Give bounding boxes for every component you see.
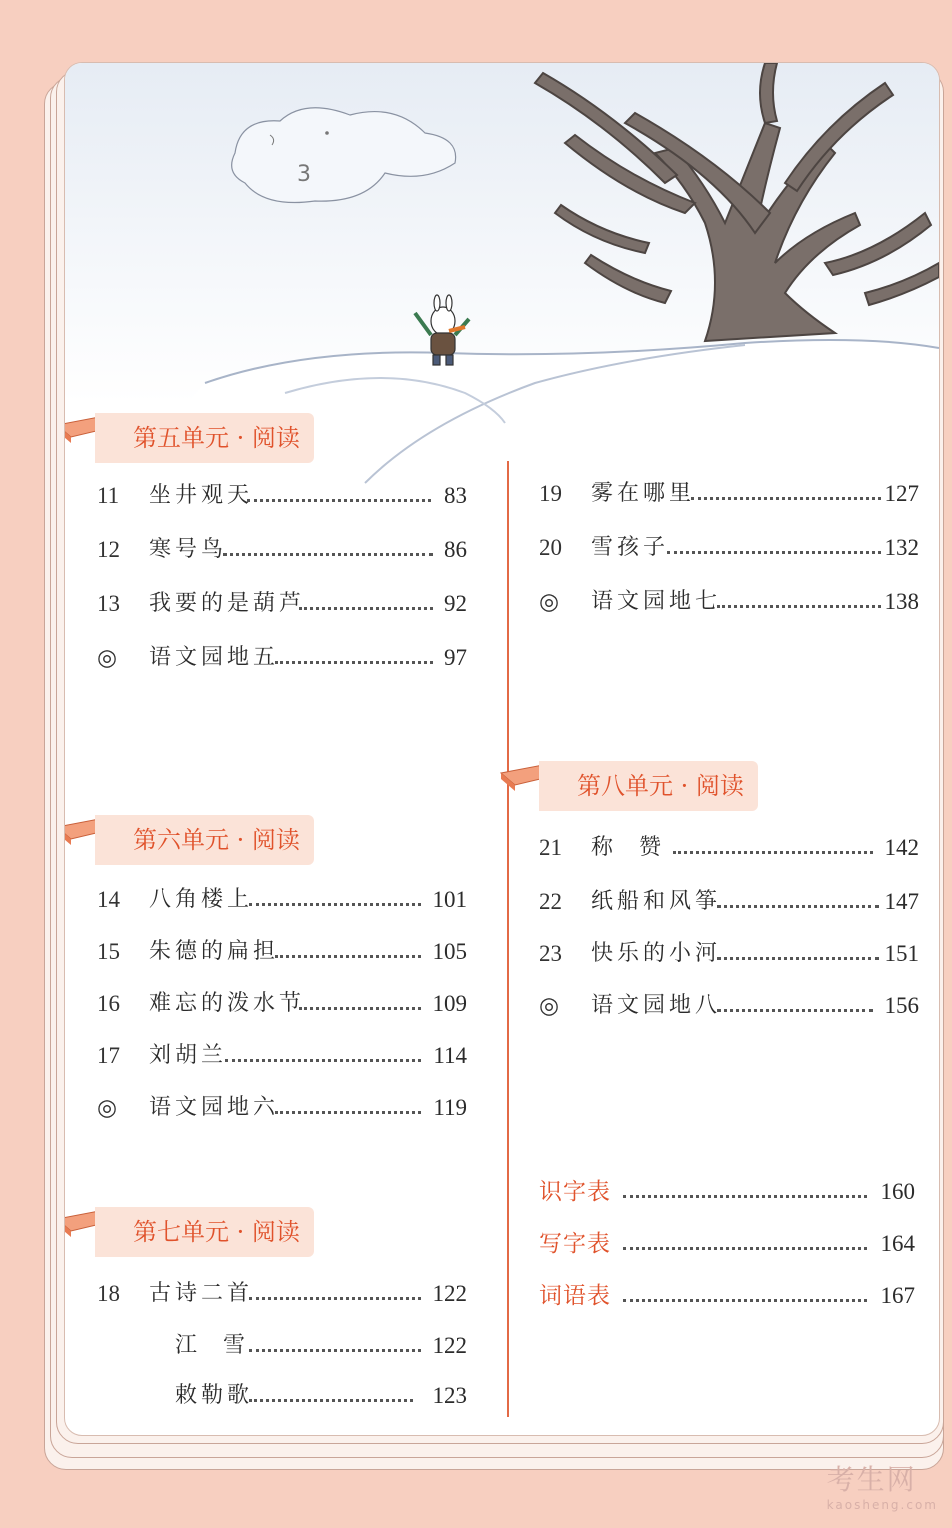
lesson-title: 朱德的扁担: [149, 939, 280, 964]
toc-row[interactable]: [97, 935, 467, 969]
lesson-title: 语文园地五: [149, 645, 280, 670]
garden-icon: ◎: [97, 645, 118, 670]
toc-row[interactable]: [97, 1091, 467, 1125]
garden-icon: ◎: [539, 589, 560, 614]
unit-header-label: 第六单元 · 阅读: [95, 815, 314, 865]
lesson-title: 刘胡兰: [149, 1043, 228, 1068]
book-page: [64, 62, 940, 1436]
leader-dots: [275, 1087, 421, 1114]
page-number: 132: [884, 535, 919, 560]
lesson-number: 23: [539, 941, 562, 966]
watermark-url: kaosheng.com: [826, 1498, 938, 1512]
leader-dots: [717, 985, 873, 1012]
page-number: 122: [432, 1281, 467, 1306]
lesson-title: 快乐的小河: [591, 941, 722, 966]
page-number: 119: [433, 1095, 467, 1120]
leader-dots: [691, 473, 881, 500]
column-divider: [507, 461, 509, 1417]
lesson-title: 八角楼上: [149, 887, 254, 912]
toc-row[interactable]: [97, 533, 467, 567]
svg-text:3: 3: [297, 162, 311, 187]
toc-row[interactable]: [97, 883, 467, 917]
page-number: 147: [884, 889, 919, 914]
lesson-number: 21: [539, 835, 562, 860]
leader-dots: [623, 1171, 867, 1198]
leader-dots: [717, 881, 879, 908]
toc-row[interactable]: [539, 831, 919, 865]
page-number: 156: [884, 993, 919, 1018]
leader-dots: [223, 529, 433, 556]
toc-row[interactable]: [97, 479, 467, 513]
unit-header-label: 第五单元 · 阅读: [95, 413, 314, 463]
toc-row[interactable]: [539, 937, 919, 971]
toc-row[interactable]: [97, 1329, 467, 1363]
leader-dots: [623, 1275, 867, 1302]
index-row[interactable]: [539, 1279, 915, 1313]
leader-dots: [667, 527, 881, 554]
toc-row[interactable]: [97, 987, 467, 1021]
toc-row[interactable]: [539, 531, 919, 565]
lesson-title: 语文园地八: [591, 993, 722, 1018]
leader-dots: [275, 931, 421, 958]
toc-row[interactable]: [539, 585, 919, 619]
toc-row[interactable]: [539, 989, 919, 1023]
lesson-number: 18: [97, 1281, 120, 1306]
garden-icon: ◎: [539, 993, 560, 1018]
lesson-title: 寒号鸟: [149, 537, 228, 562]
index-title: 识字表: [539, 1179, 611, 1205]
lesson-title: 语文园地六: [149, 1095, 280, 1120]
toc-row[interactable]: [539, 477, 919, 511]
page-number: 101: [432, 887, 467, 912]
watermark-text: 考生网: [826, 1463, 917, 1496]
lesson-title: 我要的是葫芦: [149, 591, 306, 616]
index-title: 写字表: [539, 1231, 611, 1257]
index-row[interactable]: [539, 1175, 915, 1209]
index-row[interactable]: [539, 1227, 915, 1261]
garden-icon: ◎: [97, 1095, 118, 1120]
page-number: 105: [432, 939, 467, 964]
lesson-number: 11: [97, 483, 120, 508]
page-number: 109: [432, 991, 467, 1016]
lesson-number: 12: [97, 537, 120, 562]
poem-title: 江 雪: [175, 1333, 249, 1358]
lesson-number: 22: [539, 889, 562, 914]
lesson-title: 雪孩子: [591, 535, 670, 560]
toc-row[interactable]: [97, 1039, 467, 1073]
page-number: 167: [880, 1283, 915, 1308]
leader-dots: [249, 1325, 421, 1352]
leader-dots: [299, 583, 433, 610]
leader-dots: [717, 581, 881, 608]
page-number: 142: [884, 835, 919, 860]
lesson-number: 17: [97, 1043, 120, 1068]
leader-dots: [717, 933, 879, 960]
page-number: 92: [444, 591, 467, 616]
leader-dots: [249, 1273, 421, 1300]
lesson-title: 称 赞: [591, 835, 665, 860]
toc-row[interactable]: [539, 885, 919, 919]
page-number: 151: [884, 941, 919, 966]
lesson-title: 雾在哪里: [591, 481, 696, 506]
leader-dots: [249, 879, 421, 906]
winter-illustration: [65, 63, 939, 543]
page-number: 123: [432, 1383, 467, 1408]
lesson-title: 纸船和风筝: [591, 889, 722, 914]
page-number: 164: [880, 1231, 915, 1256]
lesson-number: 20: [539, 535, 562, 560]
page-number: 86: [444, 537, 467, 562]
watermark: [827, 1458, 938, 1512]
toc-row[interactable]: [97, 641, 467, 675]
page-number: 138: [884, 589, 919, 614]
lesson-title: 古诗二首: [149, 1281, 254, 1306]
lesson-number: 19: [539, 481, 562, 506]
toc-row[interactable]: [97, 1277, 467, 1311]
lesson-number: 14: [97, 887, 120, 912]
leader-dots: [249, 1375, 413, 1402]
unit-header-label: 第七单元 · 阅读: [95, 1207, 314, 1257]
toc-row[interactable]: [97, 587, 467, 621]
page-number: 114: [433, 1043, 467, 1068]
lesson-number: 15: [97, 939, 120, 964]
lesson-title: 难忘的泼水节: [149, 991, 306, 1016]
page-number: 97: [444, 645, 467, 670]
lesson-title: 语文园地七: [591, 589, 722, 614]
page-number: 83: [444, 483, 467, 508]
index-title: 词语表: [539, 1283, 611, 1309]
leader-dots: [623, 1223, 867, 1250]
poem-title: 敕勒歌: [175, 1383, 254, 1408]
toc-row[interactable]: [97, 1379, 467, 1413]
leader-dots: [299, 983, 421, 1010]
lesson-number: 13: [97, 591, 120, 616]
leader-dots: [275, 637, 433, 664]
page-number: 160: [880, 1179, 915, 1204]
unit-header-label: 第八单元 · 阅读: [539, 761, 758, 811]
lesson-title: 坐井观天: [149, 483, 254, 508]
leader-dots: [225, 1035, 421, 1062]
leader-dots: [673, 827, 873, 854]
page-number: 122: [432, 1333, 467, 1358]
page-number: 127: [884, 481, 919, 506]
leader-dots: [247, 475, 431, 502]
lesson-number: 16: [97, 991, 120, 1016]
